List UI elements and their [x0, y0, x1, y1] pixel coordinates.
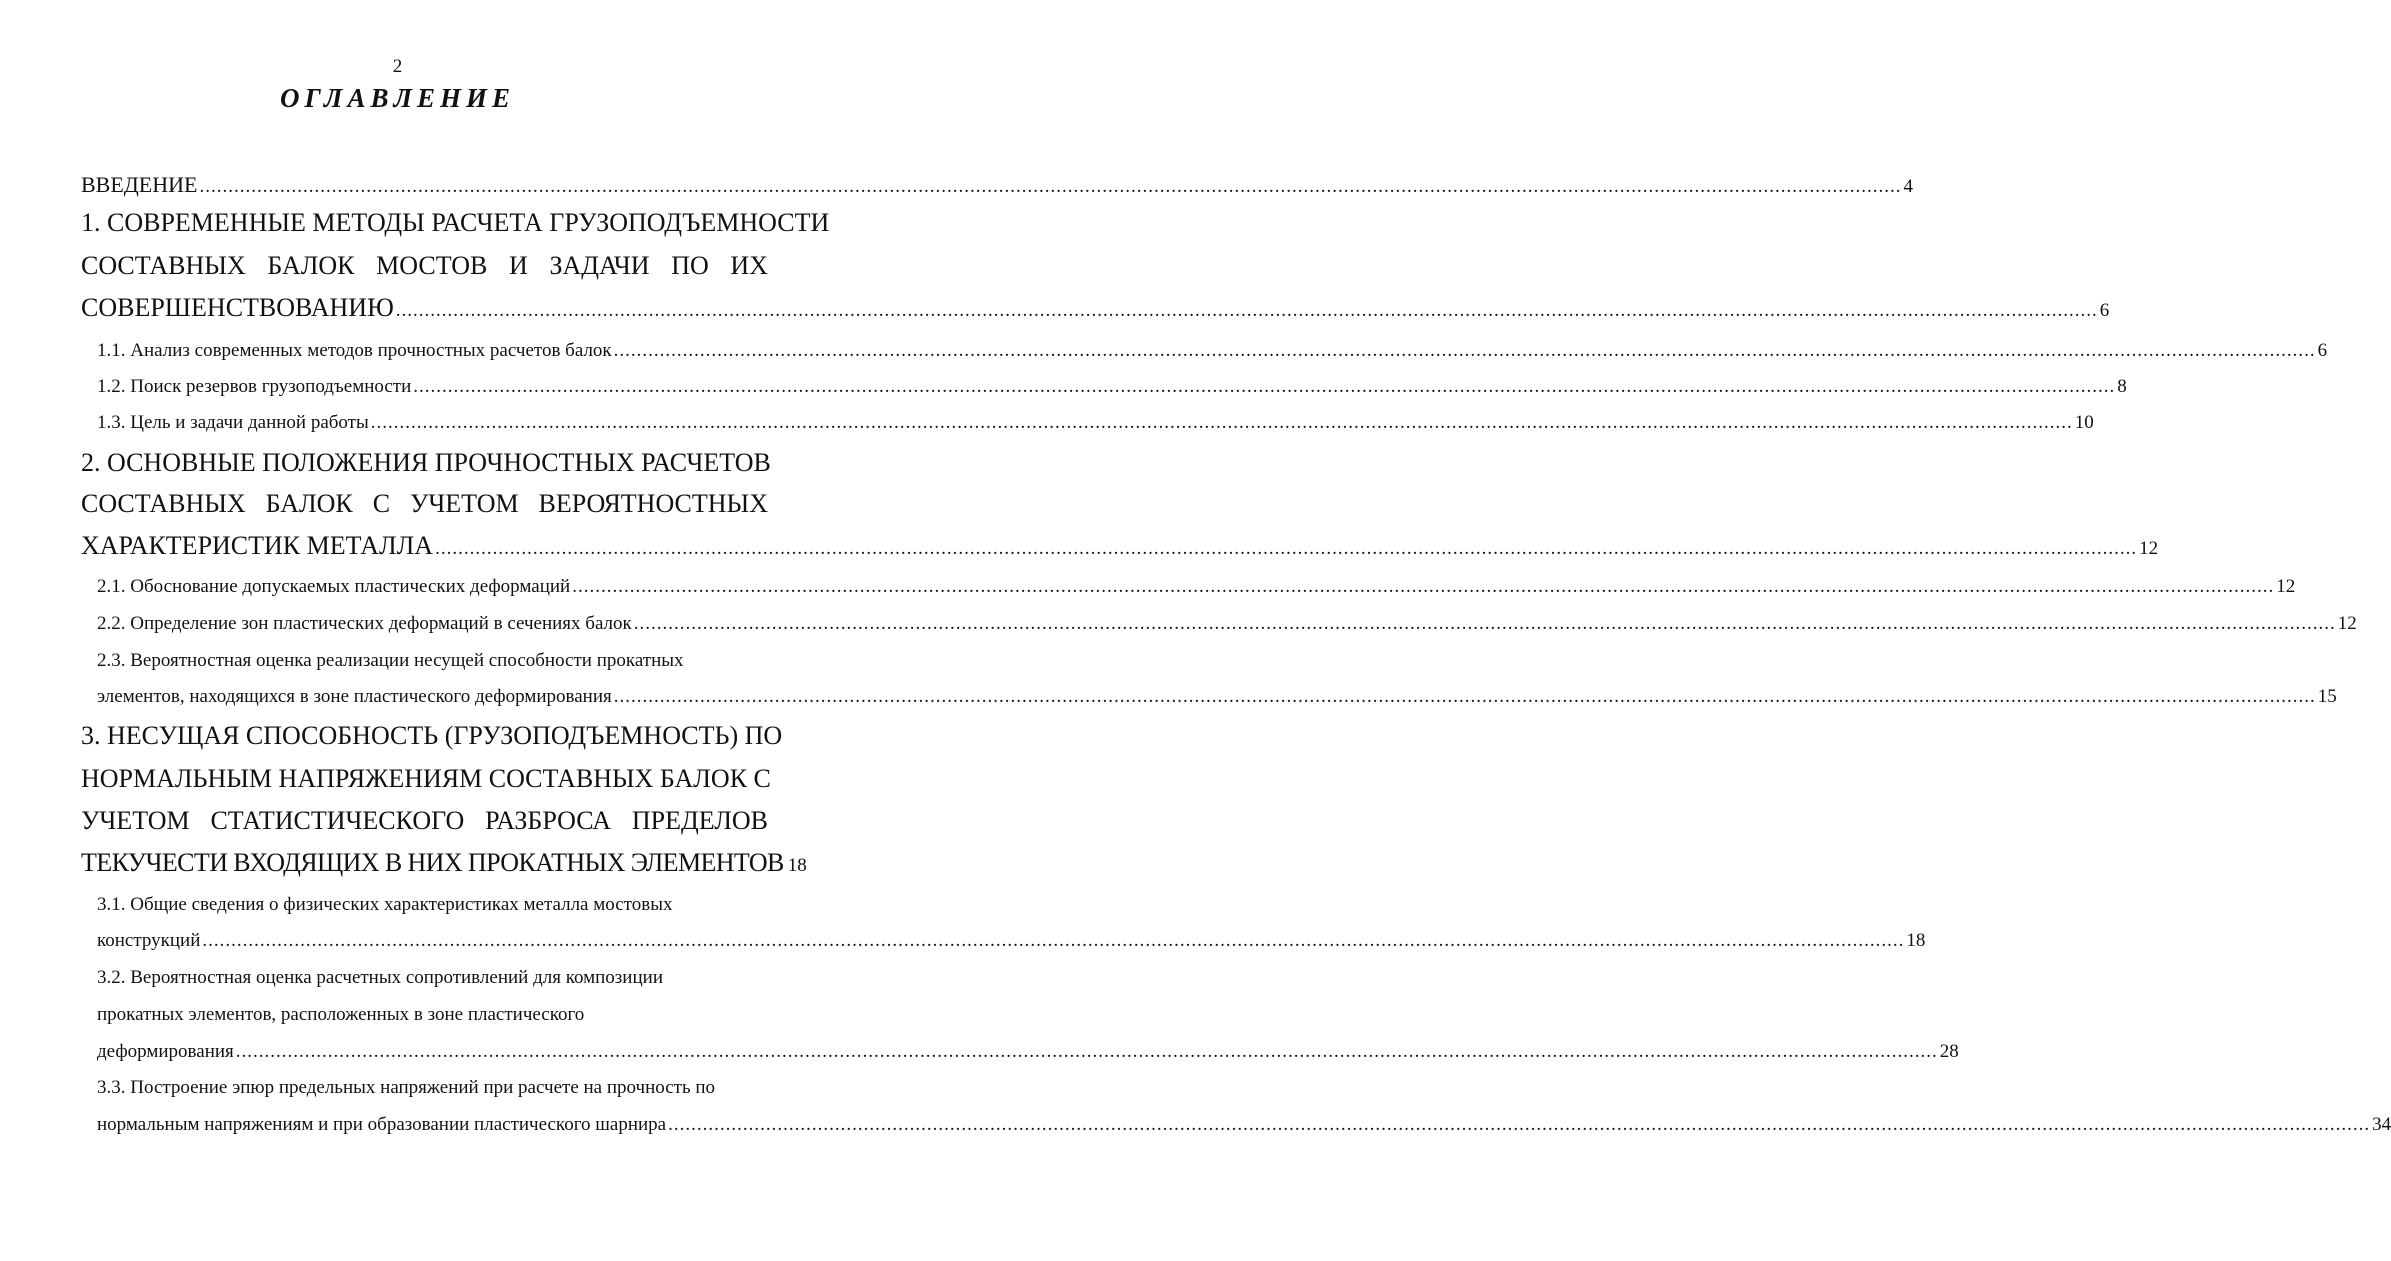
toc-section-3-3-line-1[interactable]: 3.3. Построение эпюр предельных напряжений при расчете на прочность по	[97, 1077, 716, 1098]
toc-entry-intro[interactable]	[81, 172, 1913, 198]
toc-entry-page: 28	[1939, 1041, 1959, 1062]
toc-entry-page: 6	[2099, 300, 2110, 321]
dot-leader	[396, 300, 2098, 322]
toc-section-3-1-line-2[interactable]	[97, 930, 1926, 952]
toc-section-3-2-line-3[interactable]	[97, 1041, 1959, 1063]
dot-leader	[572, 576, 2274, 598]
toc-entry-title: ТЕКУЧЕСТИ ВХОДЯЩИХ В НИХ ПРОКАТНЫХ ЭЛЕМЕНТОВ	[81, 848, 784, 877]
toc-entry-title: 1.2. Поиск резервов грузоподъемности	[97, 376, 412, 397]
toc-chapter-3-line-4[interactable]	[81, 848, 807, 878]
dot-leader	[634, 613, 2336, 635]
toc-entry-title: 1.1. Анализ современных методов прочностных расчетов балок	[97, 340, 612, 361]
toc-entry-title: элементов, находящихся в зоне пластического деформирования	[97, 686, 612, 707]
toc-entry-title: 2.1. Обоснование допускаемых пластических деформаций	[97, 576, 571, 597]
toc-section-1-3[interactable]	[97, 412, 2094, 434]
toc-section-2-1[interactable]	[97, 576, 2296, 598]
toc-entry-page: 10	[2074, 412, 2094, 433]
dot-leader	[236, 1041, 1938, 1063]
toc-section-3-3-line-2[interactable]	[97, 1114, 2391, 1136]
toc-entry-title: нормальным напряжениям и при образовании пластического шарнира	[97, 1114, 667, 1135]
dot-leader	[413, 376, 2115, 398]
toc-entry-title: ВВЕДЕНИЕ	[81, 172, 198, 197]
toc-entry-page: 12	[2276, 576, 2296, 597]
toc-entry-title: СОВЕРШЕНСТВОВАНИЮ	[81, 293, 394, 322]
toc-entry-page: 4	[1903, 176, 1913, 197]
toc-entry-title: конструкций	[97, 930, 201, 951]
toc-entry-title: деформирования	[97, 1041, 234, 1062]
toc-entry-title: ХАРАКТЕРИСТИК МЕТАЛЛА	[81, 531, 434, 560]
toc-chapter-1-line-3[interactable]	[81, 293, 2110, 323]
toc-section-3-1-line-1[interactable]: 3.1. Общие сведения о физических характеристиках металла мостовых	[97, 894, 673, 915]
toc-section-1-1[interactable]	[97, 340, 2328, 362]
page-number: 2	[392, 56, 403, 77]
toc-chapter-2-line-1[interactable]: 2. ОСНОВНЫЕ ПОЛОЖЕНИЯ ПРОЧНОСТНЫХ РАСЧЕТОВ	[81, 448, 771, 477]
dot-leader	[435, 538, 2137, 560]
dot-leader	[202, 930, 1904, 952]
toc-section-3-2-line-2[interactable]: прокатных элементов, расположенных в зоне пластического	[97, 1004, 585, 1025]
toc-entry-title: 1.3. Цель и задачи данной работы	[97, 412, 369, 433]
toc-section-1-2[interactable]	[97, 376, 2127, 398]
toc-section-2-3-line-1[interactable]: 2.3. Вероятностная оценка реализации несущей способности прокатных	[97, 650, 684, 671]
toc-entry-page: 6	[2317, 340, 2328, 361]
dot-leader	[371, 412, 2073, 434]
toc-chapter-3-line-3[interactable]: УЧЕТОМ СТАТИСТИЧЕСКОГО РАЗБРОСА ПРЕДЕЛОВ	[81, 806, 768, 835]
toc-chapter-1-line-1[interactable]: 1. СОВРЕМЕННЫЕ МЕТОДЫ РАСЧЕТА ГРУЗОПОДЪЕМНОСТИ	[81, 208, 830, 237]
toc-section-2-2[interactable]	[97, 613, 2357, 635]
toc-entry-page: 8	[2117, 376, 2127, 397]
toc-section-3-2-line-1[interactable]: 3.2. Вероятностная оценка расчетных сопротивлений для композиции	[97, 967, 663, 988]
toc-chapter-3-line-2[interactable]: НОРМАЛЬНЫМ НАПРЯЖЕНИЯМ СОСТАВНЫХ БАЛОК С	[81, 764, 771, 793]
toc-entry-page: 34	[2372, 1114, 2391, 1135]
toc-entry-page: 12	[2337, 613, 2357, 634]
dot-leader	[199, 176, 1901, 198]
toc-entry-page: 18	[1906, 930, 1926, 951]
page-title: ОГЛАВЛЕНИЕ	[279, 83, 516, 113]
toc-entry-page: 15	[2317, 686, 2337, 707]
toc-chapter-3-line-1[interactable]: 3. НЕСУЩАЯ СПОСОБНОСТЬ (ГРУЗОПОДЪЕМНОСТЬ) ПО	[81, 721, 783, 750]
toc-entry-title: 2.2. Определение зон пластических деформаций в сечениях балок	[97, 613, 632, 634]
toc-section-2-3-line-2[interactable]	[97, 686, 2337, 708]
dot-leader	[668, 1114, 2370, 1136]
toc-chapter-2-line-3[interactable]	[81, 531, 2159, 561]
dot-leader	[614, 340, 2316, 362]
toc-entry-page: 18	[787, 855, 807, 876]
toc-entry-page: 12	[2139, 538, 2159, 559]
dot-leader	[614, 686, 2316, 708]
toc-chapter-1-line-2[interactable]: СОСТАВНЫХ БАЛОК МОСТОВ И ЗАДАЧИ ПО ИХ	[81, 251, 768, 280]
toc-chapter-2-line-2[interactable]: СОСТАВНЫХ БАЛОК С УЧЕТОМ ВЕРОЯТНОСТНЫХ	[81, 489, 768, 518]
